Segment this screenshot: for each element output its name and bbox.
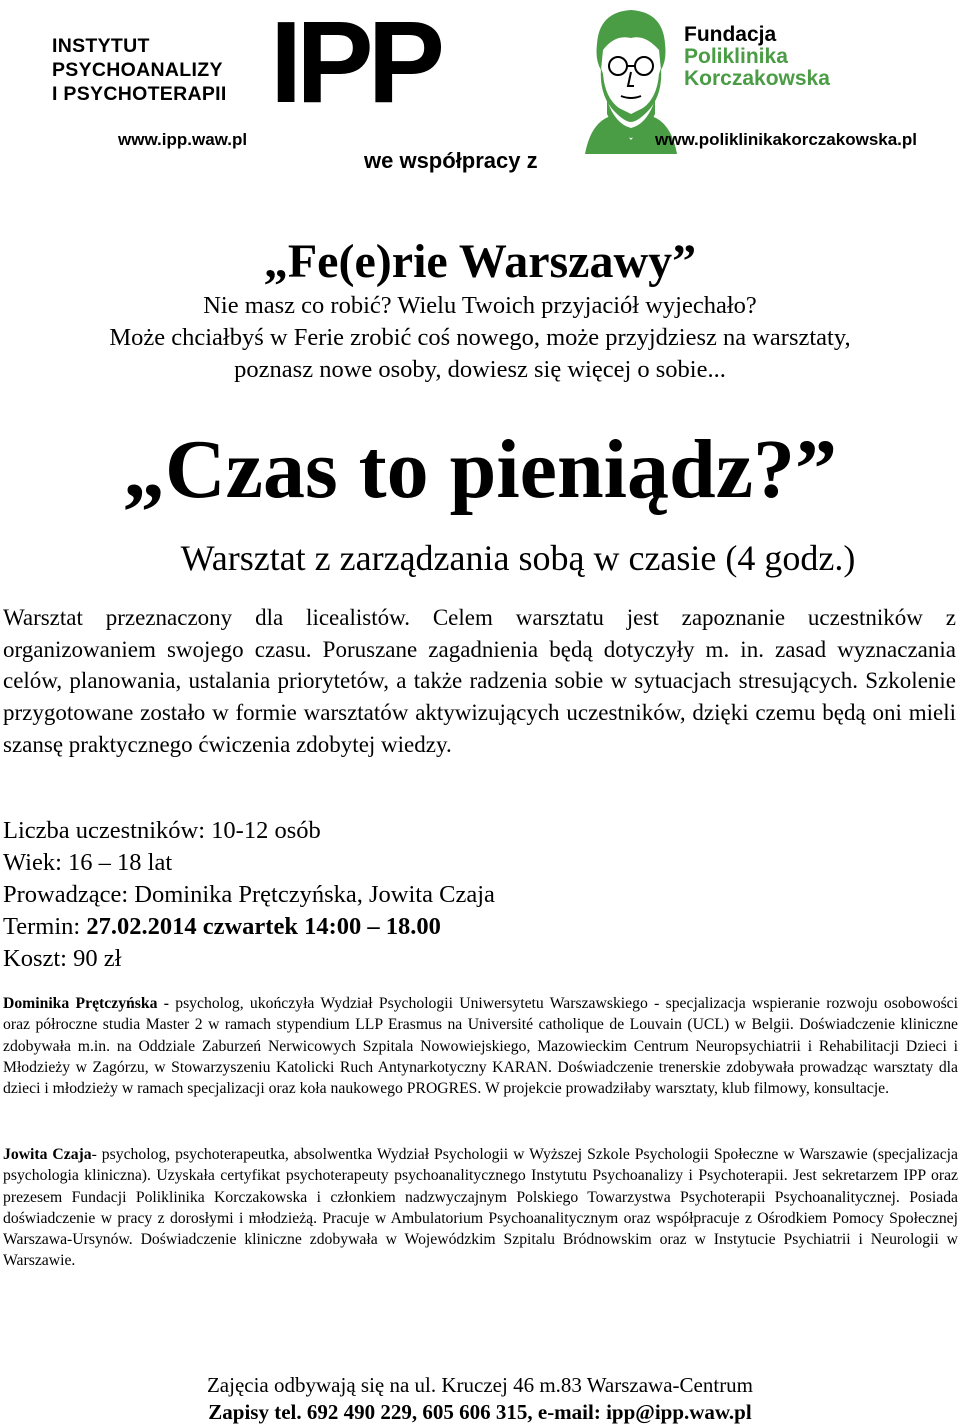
intro-line-1: Nie masz co robić? Wielu Twoich przyjaciół wyjechało? <box>203 292 757 319</box>
event-title: „Fe(e)rie Warszawy” <box>263 235 697 288</box>
bio-text: - psycholog, psychoterapeutka, absolwentka Wydział Psychologii w Wyższej Szkole Psychologii Społeczne w Warszawie (specjalizacja psychologia kliniczna). Uzyskała certyfikat psychoterapeuty psychoanalitycznego Instytutu Psychoanalizy i Psychoterapii. Jest sekretarzem IPP oraz prezesem Fundacji Poliklinika Korczakowska i członkiem nadzwyczajnym Polskiego Towarzystwa Psychoterapii Psychoanalitycznej. Posiada doświadczenie w pracy z dorosłymi i młodzieżą. Pracuje w Ambulatorium Psychoanalitycznym oraz współpracuje z Ośrodkiem Pomocy Społecznej Warszawa-Ursynów. Doświadczenie kliniczne zdobywała w Wojewódzkim Szpitalu Bródnowskim oraz w Instytucie Psychiatrii i Neurologii w Warszawie. <box>3 1146 958 1270</box>
leaders: Prowadzące: Dominika Prętczyńska, Jowita Czaja <box>3 881 495 908</box>
term <box>3 911 903 943</box>
bio-jowita <box>3 1144 958 1272</box>
ipp-logo: IPP <box>270 0 439 127</box>
bio-name: Dominika Prętczyńska - <box>3 995 169 1012</box>
workshop-subtitle: Warsztat z zarządzania sobą w czasie (4 godz.) <box>180 538 856 578</box>
term-label: Termin: <box>3 913 87 940</box>
foundation-line-1: Fundacja <box>684 23 777 46</box>
term-value: 27.02.2014 czwartek 14:00 – 18.00 <box>86 913 441 940</box>
event-intro <box>0 290 960 386</box>
bio-dominika <box>3 993 958 1099</box>
ipp-institute-name <box>52 34 227 106</box>
foundation-url[interactable]: www.poliklinikakorczakowska.pl <box>655 130 918 149</box>
ipp-url[interactable]: www.ipp.waw.pl <box>118 130 248 149</box>
bio-name: Jowita Czaja <box>3 1146 92 1163</box>
footer-location: Zajęcia odbywają się na ul. Kruczej 46 m.83 Warszawa-Centrum <box>206 1373 754 1397</box>
foundation-line-2: Poliklinika <box>684 45 788 68</box>
footer <box>0 1372 960 1426</box>
workshop-description: Warsztat przeznaczony dla licealistów. Celem warsztatu jest zapoznanie uczestników z organizowaniem swojego czasu. Poruszane zagadnienia będą dotyczyły m. in. zasad wyznaczania celów, planowania, ustalania priorytetów, a także radzenia sobie w sytuacjach stresujących. Szkolenie przygotowane zostało w formie warsztatów aktywizujących uczestników, dzięki czemu będą oni mieli szansę praktycznego ćwiczenia zdobytej wiedzy. <box>3 605 956 757</box>
cooperation-label: we współpracy z <box>364 148 538 173</box>
intro-line-2: Może chciałbyś w Ferie zrobić coś nowego, może przyjdziesz na warsztaty, <box>109 324 851 351</box>
ipp-name-line-1: INSTYTUT <box>52 35 150 57</box>
ipp-name-line-3: I PSYCHOTERAPII <box>52 83 227 105</box>
cost: Koszt: 90 zł <box>3 945 122 972</box>
footer-contact <box>0 1399 960 1426</box>
workshop-title: „Czas to pieniądz?” <box>123 423 837 516</box>
workshop-details <box>3 815 903 975</box>
foundation-name <box>684 24 830 90</box>
foundation-line-3: Korczakowska <box>684 67 830 90</box>
participants-count: Liczba uczestników: 10-12 osób <box>3 817 321 844</box>
age-range: Wiek: 16 – 18 lat <box>3 849 173 876</box>
intro-line-3: poznasz nowe osoby, dowiesz się więcej o sobie... <box>234 356 726 383</box>
bio-text: psycholog, ukończyła Wydział Psychologii Uniwersytetu Warszawskiego - specjalizacja wspieranie rozwoju osobowości oraz półroczne studia Master 2 w ramach stypendium LLP Erasmus na Université catholique de Louvain (UCL) w Belgii. Doświadczenie kliniczne zdobywała m.in. na Oddziale Zaburzeń Nerwicowych Szpitala Nowowiejskiego, Mazowieckim Centrum Neuropsychiatrii i Rehabilitacji Dzieci i Młodzieży w Zagórzu, w Stowarzyszeniu Katolicki Ruch Antynarkotyczny KARAN. Doświadczenie trenerskie zdobywała prowadząc warsztaty dla dzieci i młodzieży w ramach specjalizacji oraz koła naukowego PROGRES. W projekcie prowadziłaby warsztaty, klub filmowy, konsultacje. <box>3 995 959 1098</box>
footer-contact-text: Zapisy tel. 692 490 229, 605 606 315, e-mail: ipp@ipp.waw.pl <box>208 1400 752 1424</box>
ipp-name-line-2: PSYCHOANALIZY <box>52 59 223 81</box>
